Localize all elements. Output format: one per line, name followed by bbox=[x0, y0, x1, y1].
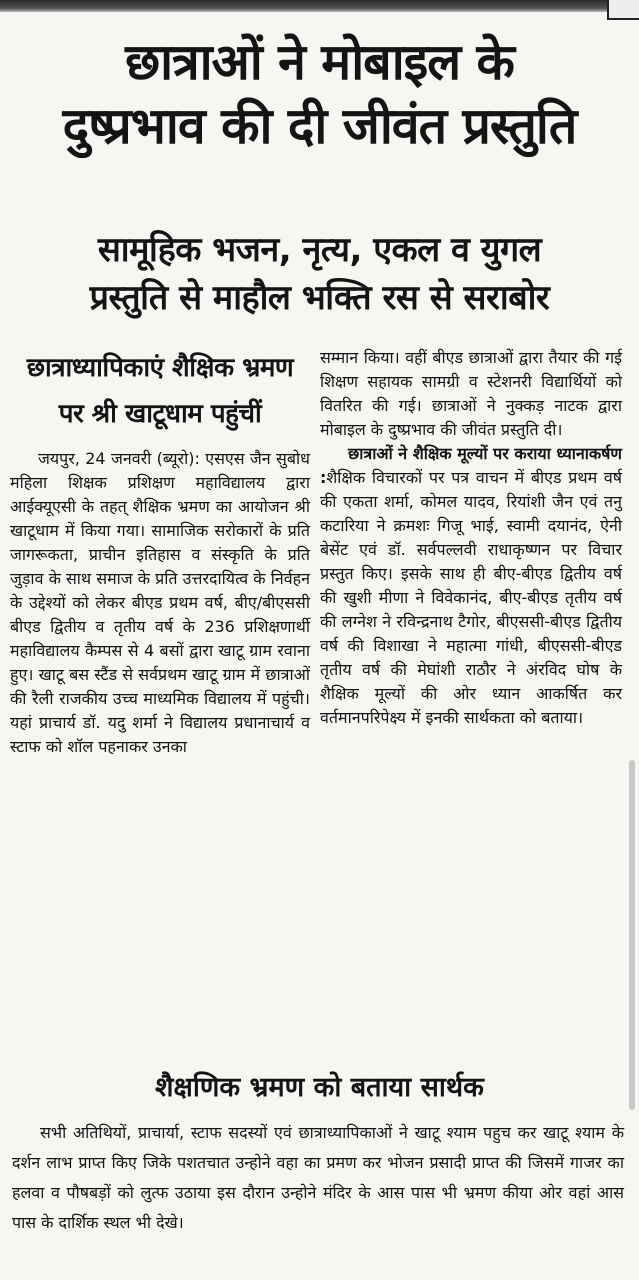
right-column-paragraph-2 bbox=[320, 442, 622, 730]
sub-headline bbox=[0, 226, 639, 322]
headline-line-1: छात्राओं ने मोबाइल के bbox=[125, 33, 514, 91]
right-column bbox=[320, 346, 622, 730]
subheadline-line-1: सामूहिक भजन, नृत्य, एकल व युगल bbox=[97, 230, 542, 270]
subheadline-line-2: प्रस्तुति से माहौल भक्ति रस से सराबोर bbox=[89, 278, 550, 318]
left-column-body: जयपुर, 24 जनवरी (ब्यूरो): एसएस जैन सुबोध महिला शिक्षक प्रशिक्षण महाविद्यालय द्वारा आईक्यूएसी के तहत् शैक्षिक भ्रमण का आयोजन श्री खाटूधाम में किया गया। सामाजिक सरोकारों के प्रति जागरूकता, प्राचीन इतिहास व संस्कृति के प्रति जुड़ाव के साथ समाज के प्रति उत्तरदायित्व के निर्वहन के उद्देश्यों को लेकर बीएड प्रथम वर्ष, बीए/बीएससी बीएड द्वितीय व तृतीय वर्ष के 236 प्रशिक्षणार्थी महाविद्यालय कैम्पस से 4 बसों द्वारा खाटू ग्राम रवाना हुए। खाटू बस स्टैंड से सर्वप्रथम खाटू ग्राम में छात्राओं की रैली राजकीय उच्च माध्यमिक विद्यालय में पहुंची। यहां प्राचार्य डॉ. यदु शर्मा ने विद्यालय प्रधानाचार्य व स्टाफ को शॉल पहनाकर उनका bbox=[10, 449, 310, 756]
main-headline bbox=[0, 30, 639, 158]
bottom-section-body: सभी अतिथियों, प्राचार्या, स्टाफ सदस्यों एवं छात्राध्यापिकाओं ने खाटू श्याम पहुच कर खाटू श्याम के दर्शन लाभ प्राप्त किए जिके पशतचात उन्होने वहा का प्रमण कर भोजन प्रसादी प्राप्त की जिसमें गाजर का हलवा व पौषबड़ों को लुत्फ उठाया इस दौरान उन्होने मंदिर के आस पास भी भ्रमण कीया ओर वहां आस पास के दार्शिक स्थल भी देखे। bbox=[12, 1123, 624, 1232]
top-edge-bar bbox=[0, 0, 639, 12]
right-column-paragraph-1: सम्मान किया। वहीं बीएड छात्राओं द्वारा तैयार की गई शिक्षण सहायक सामग्री व स्टेशनरी विद्यार्थियों को वितरित की गई। छात्राओं ने नुक्कड़ नाटक द्वारा मोबाइल के दुष्प्रभाव की जीवंत प्रस्तुति दी। bbox=[320, 348, 622, 439]
bottom-section-heading: शैक्षणिक भ्रमण को बताया सार्थक bbox=[155, 1072, 484, 1103]
corner-frame bbox=[607, 0, 639, 20]
headline-line-2: दुष्प्रभाव की दी जीवंत प्रस्तुति bbox=[62, 97, 577, 155]
left-column bbox=[10, 345, 310, 759]
right-column-paragraph-2-text: शैक्षिक विचारकों पर पत्र वाचन में बीएड प्रथम वर्ष की एकता शर्मा, कोमल यादव, रियांशी जैन एवं तनु कटारिया ने क्रमशः गिजू भाई, स्वामी दयानंद, ऐनी बेसेंट एवं डॉ. सर्वपल्लवी राधाकृष्णन पर विचार प्रस्तुत किए। इसके साथ ही बीए-बीएड द्वितीय वर्ष की खुशी मीणा ने विवेकानंद, बीए-बीएड तृतीय वर्ष की लग्नेश ने रविन्द्रनाथ टैगोर, बीएससी-बीएड द्वितीय वर्ष की विशाखा ने महात्मा गांधी, बीएससी-बीएड तृतीय वर्ष की मेघांशी राठौर ने अंरविद घोष के शैक्षिक मूल्यों की ओर ध्यान आकर्षित कर वर्तमानपरिपेक्ष्य में इनकी सार्थकता को बताया। bbox=[320, 468, 622, 727]
right-column-subhead: छात्राओं ने शैक्षिक मूल्यों पर कराया ध्यानाकर्षण : bbox=[320, 444, 622, 487]
left-heading-line-2: पर श्री खाटूधाम पहुंचीं bbox=[58, 399, 262, 429]
scrollbar[interactable] bbox=[629, 760, 635, 1110]
left-heading-line-1: छात्राध्यापिकाएं शैक्षिक भ्रमण bbox=[26, 353, 294, 383]
left-column-heading bbox=[10, 345, 310, 437]
